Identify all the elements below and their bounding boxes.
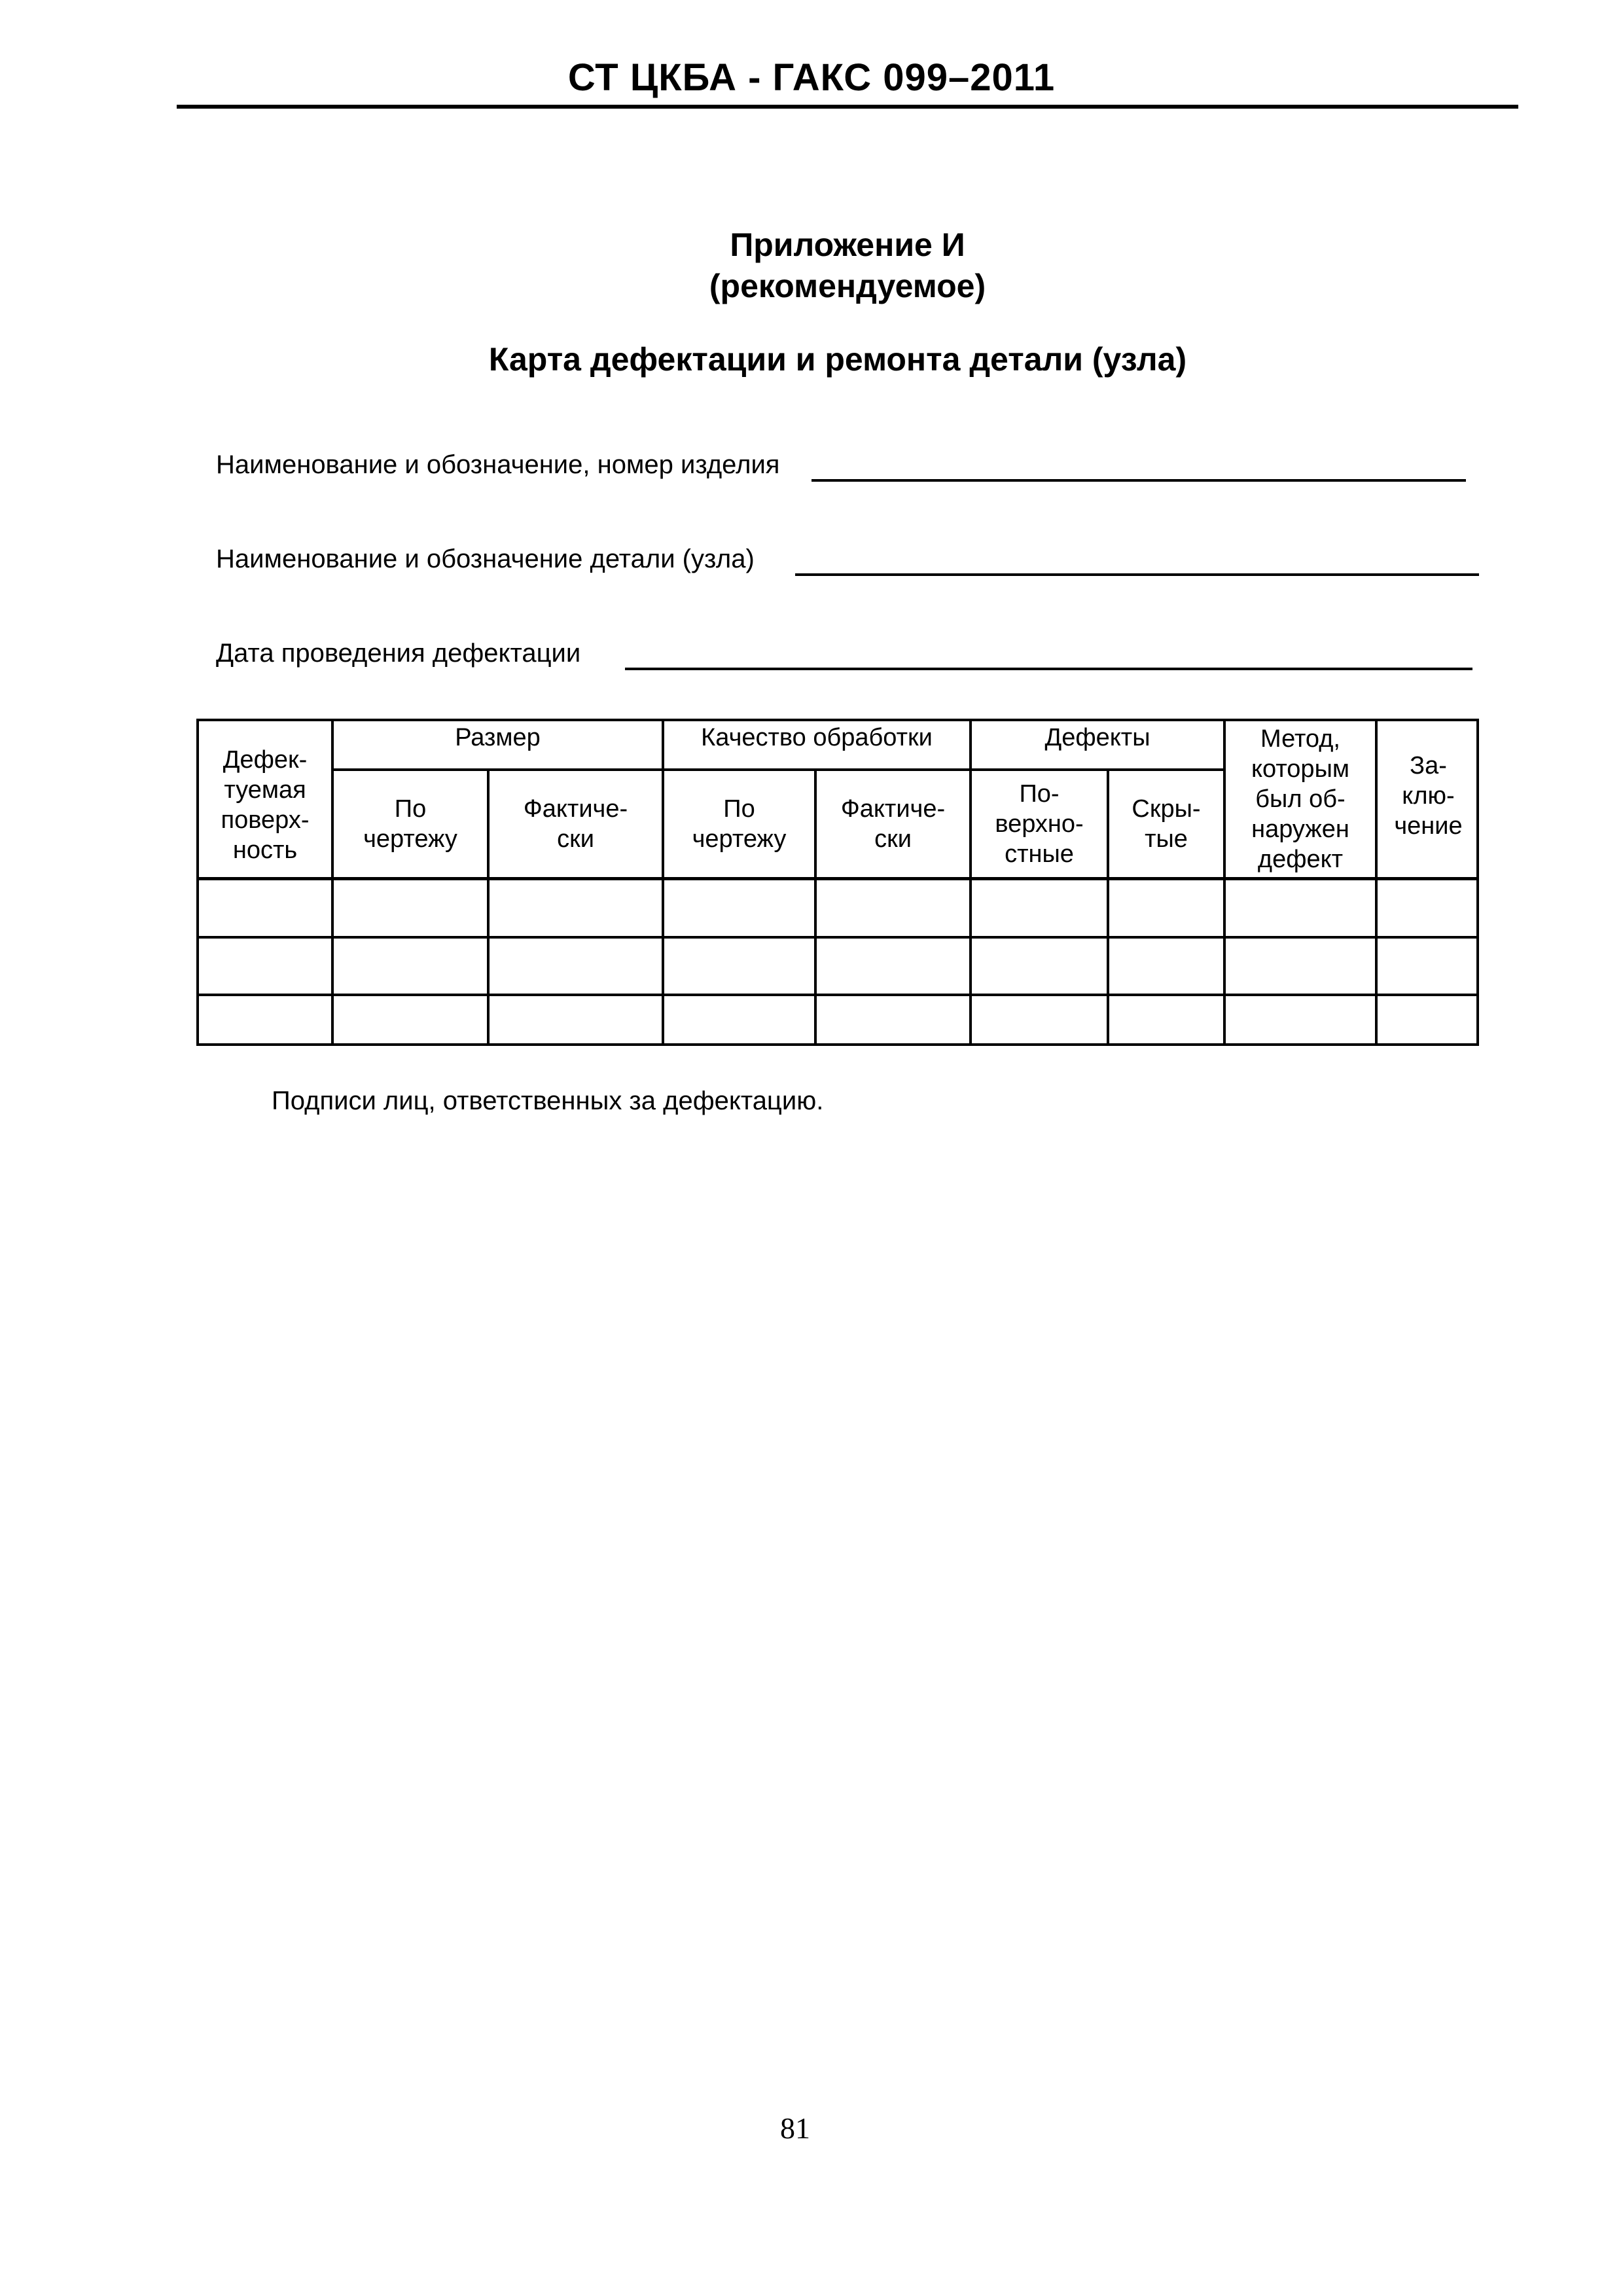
table-hline [199, 936, 1476, 939]
header-method: Метод, которым был об- наружен дефект [1251, 725, 1350, 873]
subheader-size-drawing: По чертежу [363, 795, 457, 853]
header-defects: Дефекты [1044, 724, 1150, 751]
header-size: Размер [455, 724, 541, 751]
signatures-note: Подписи лиц, ответственных за дефектацию. [272, 1086, 824, 1115]
defect-table [196, 719, 1479, 1046]
table-hline [199, 994, 1476, 996]
product-label: Наименование и обозначение, номер изделия [216, 450, 780, 479]
part-label: Наименование и обозначение детали (узла) [216, 545, 755, 573]
page-number: 81 [780, 2111, 810, 2145]
product-field-line[interactable] [812, 479, 1466, 482]
form-title: Карта дефектации и ремонта детали (узла) [488, 341, 1187, 378]
subheader-defects-surface: По- верхно- стные [995, 780, 1084, 868]
subheader-quality-actual: Фактиче- ски [840, 795, 946, 853]
date-field-line[interactable] [625, 668, 1472, 670]
header-surface: Дефек- туемая поверх- ность [221, 746, 310, 864]
header-rule [177, 105, 1518, 109]
standard-code: СТ ЦКБА - ГАКС 099–2011 [567, 56, 1056, 99]
appendix-title: Приложение И [730, 226, 965, 263]
header-quality: Качество обработки [701, 724, 933, 751]
part-field-line[interactable] [795, 573, 1479, 576]
date-label: Дата проведения дефектации [216, 639, 581, 668]
subheader-quality-drawing: По чертежу [692, 795, 787, 853]
appendix-subtitle: (рекомендуемое) [709, 268, 986, 304]
subheader-size-actual: Фактиче- ски [523, 795, 628, 853]
table-hline [199, 877, 1476, 880]
header-conclusion: За- клю- чение [1394, 752, 1463, 840]
subheader-defects-hidden: Скры- тые [1132, 795, 1201, 853]
